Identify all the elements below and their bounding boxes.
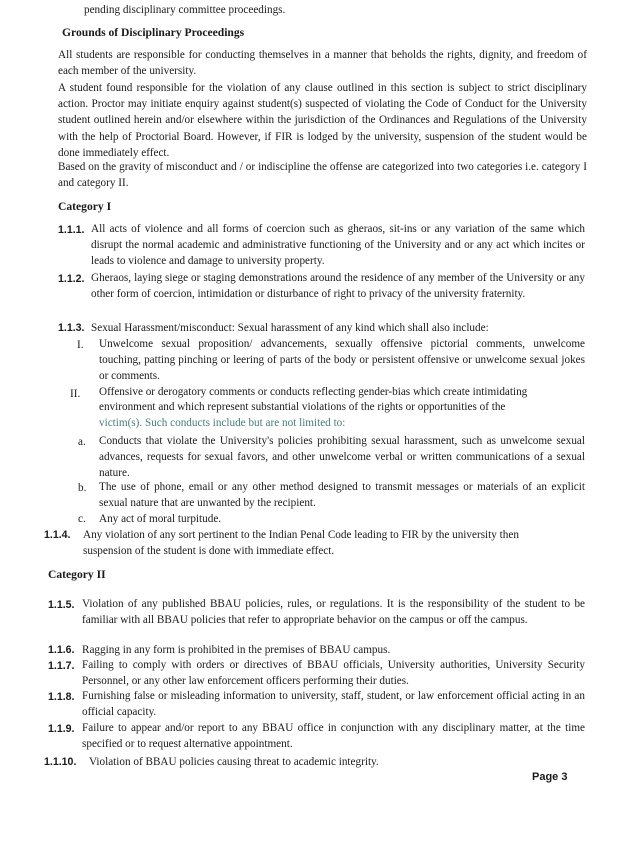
item-number: 1.1.4. xyxy=(44,529,71,541)
page-number: Page 3 xyxy=(532,771,568,783)
roman-1-text: Unwelcome sexual proposition/ advancements, sexually offensive pictorial comments, unwelcome touching, patting pinching or leering of parts of the body or persistent offensive or unwelcome sexual jokes or comments. xyxy=(99,338,585,383)
continued-text: pending disciplinary committee proceedings. xyxy=(84,4,286,16)
item-1-1-6-text: Ragging in any form is prohibited in the premises of BBAU campus. xyxy=(82,644,391,656)
item-1-1-1-text: All acts of violence and all forms of coercion such as gheraos, sit-ins or any variation of the same which disrupt the normal academic and administrative functioning of the University and or any act which incites or leads to violence and damage to university property. xyxy=(91,223,585,268)
roman-2-line: victim(s). Such conducts include but are not limited to: xyxy=(99,417,346,429)
letter-c-text: Any act of moral turpitude. xyxy=(99,513,222,525)
item-1-1-5-text: Violation of any published BBAU policies, rules, or regulations. It is the responsibility of the student to be familiar with all BBAU policies that refer to appropriate behavior on the campus or off the campus. xyxy=(82,598,585,627)
letter-number: c. xyxy=(78,513,86,525)
intro-paragraph-1: All students are responsible for conducting themselves in a manner that beholds the rights, dignity, and freedom of each member of the university. xyxy=(58,49,587,78)
category-2-title: Category II xyxy=(48,568,106,581)
roman-2-line: environment and which represent substantial violations of the rights or opportunities of the xyxy=(99,401,506,413)
item-1-1-7-text: Failing to comply with orders or directives of BBAU officials, University authorities, University Security Personnel, or any other law enforcement officers performing their duties. xyxy=(82,659,585,688)
roman-number: I. xyxy=(77,339,84,351)
roman-number: II. xyxy=(70,388,81,400)
intro-paragraph-2: A student found responsible for the violation of any clause outlined in this section is subject to strict disciplinary action. Proctor may initiate enquiry against student(s) suspected of violating the Code of Conduct for the University student outlined herein and/or elsewhere within the jurisdiction of the Ordinances and Regulations of the University with the help of Proctorial Board. However, if FIR is lodged by the university, suspension of the student would be done immediately effect. xyxy=(58,82,587,159)
letter-a-text: Conducts that violate the University's policies prohibiting sexual harassment, such as unwelcome sexual advances, requests for sexual favors, and other unwelcome verbal or written communications of a sexual nature. xyxy=(99,435,585,480)
item-number: 1.1.3. xyxy=(58,322,85,334)
item-number: 1.1.10. xyxy=(44,756,77,768)
item-1-1-8-text: Furnishing false or misleading information to university, staff, student, or law enforcement official acting in an official capacity. xyxy=(82,690,585,719)
item-number: 1.1.2. xyxy=(58,273,85,285)
item-1-1-10-text: Violation of BBAU policies causing threat to academic integrity. xyxy=(89,756,379,768)
item-number: 1.1.7. xyxy=(48,660,75,672)
category-1-title: Category I xyxy=(58,200,112,213)
item-1-1-2-text: Gheraos, laying siege or staging demonstrations around the residence of any member of the University or any other form of coercion, intimidation or disturbance of right to privacy of the university fraternity. xyxy=(91,272,585,301)
item-1-1-4-line: Any violation of any sort pertinent to the Indian Penal Code leading to FIR by the university then xyxy=(83,529,519,541)
item-number: 1.1.9. xyxy=(48,723,75,735)
letter-b-text: The use of phone, email or any other method designed to transmit messages or materials of an explicit sexual nature that are unwanted by the recipient. xyxy=(99,481,585,510)
letter-number: b. xyxy=(78,482,87,494)
item-number: 1.1.8. xyxy=(48,691,75,703)
item-1-1-4-line: suspension of the student is done with immediate effect. xyxy=(83,545,335,557)
item-1-1-3-text: Sexual Harassment/misconduct: Sexual harassment of any kind which shall also include: xyxy=(91,322,489,334)
item-number: 1.1.1. xyxy=(58,224,85,236)
item-number: 1.1.5. xyxy=(48,599,75,611)
intro-paragraph-3: Based on the gravity of misconduct and / or indiscipline the offense are categorized into two categories i.e. category I and category II. xyxy=(58,161,587,190)
section-heading: Grounds of Disciplinary Proceedings xyxy=(62,26,245,39)
letter-number: a. xyxy=(78,436,86,448)
roman-2-line: Offensive or derogatory comments or conducts reflecting gender-bias which create intimidating xyxy=(99,386,528,398)
item-1-1-9-text: Failure to appear and/or report to any BBAU office in conjunction with any disciplinary matter, at the time specified or to request alternative appointment. xyxy=(82,722,585,751)
item-number: 1.1.6. xyxy=(48,644,75,656)
